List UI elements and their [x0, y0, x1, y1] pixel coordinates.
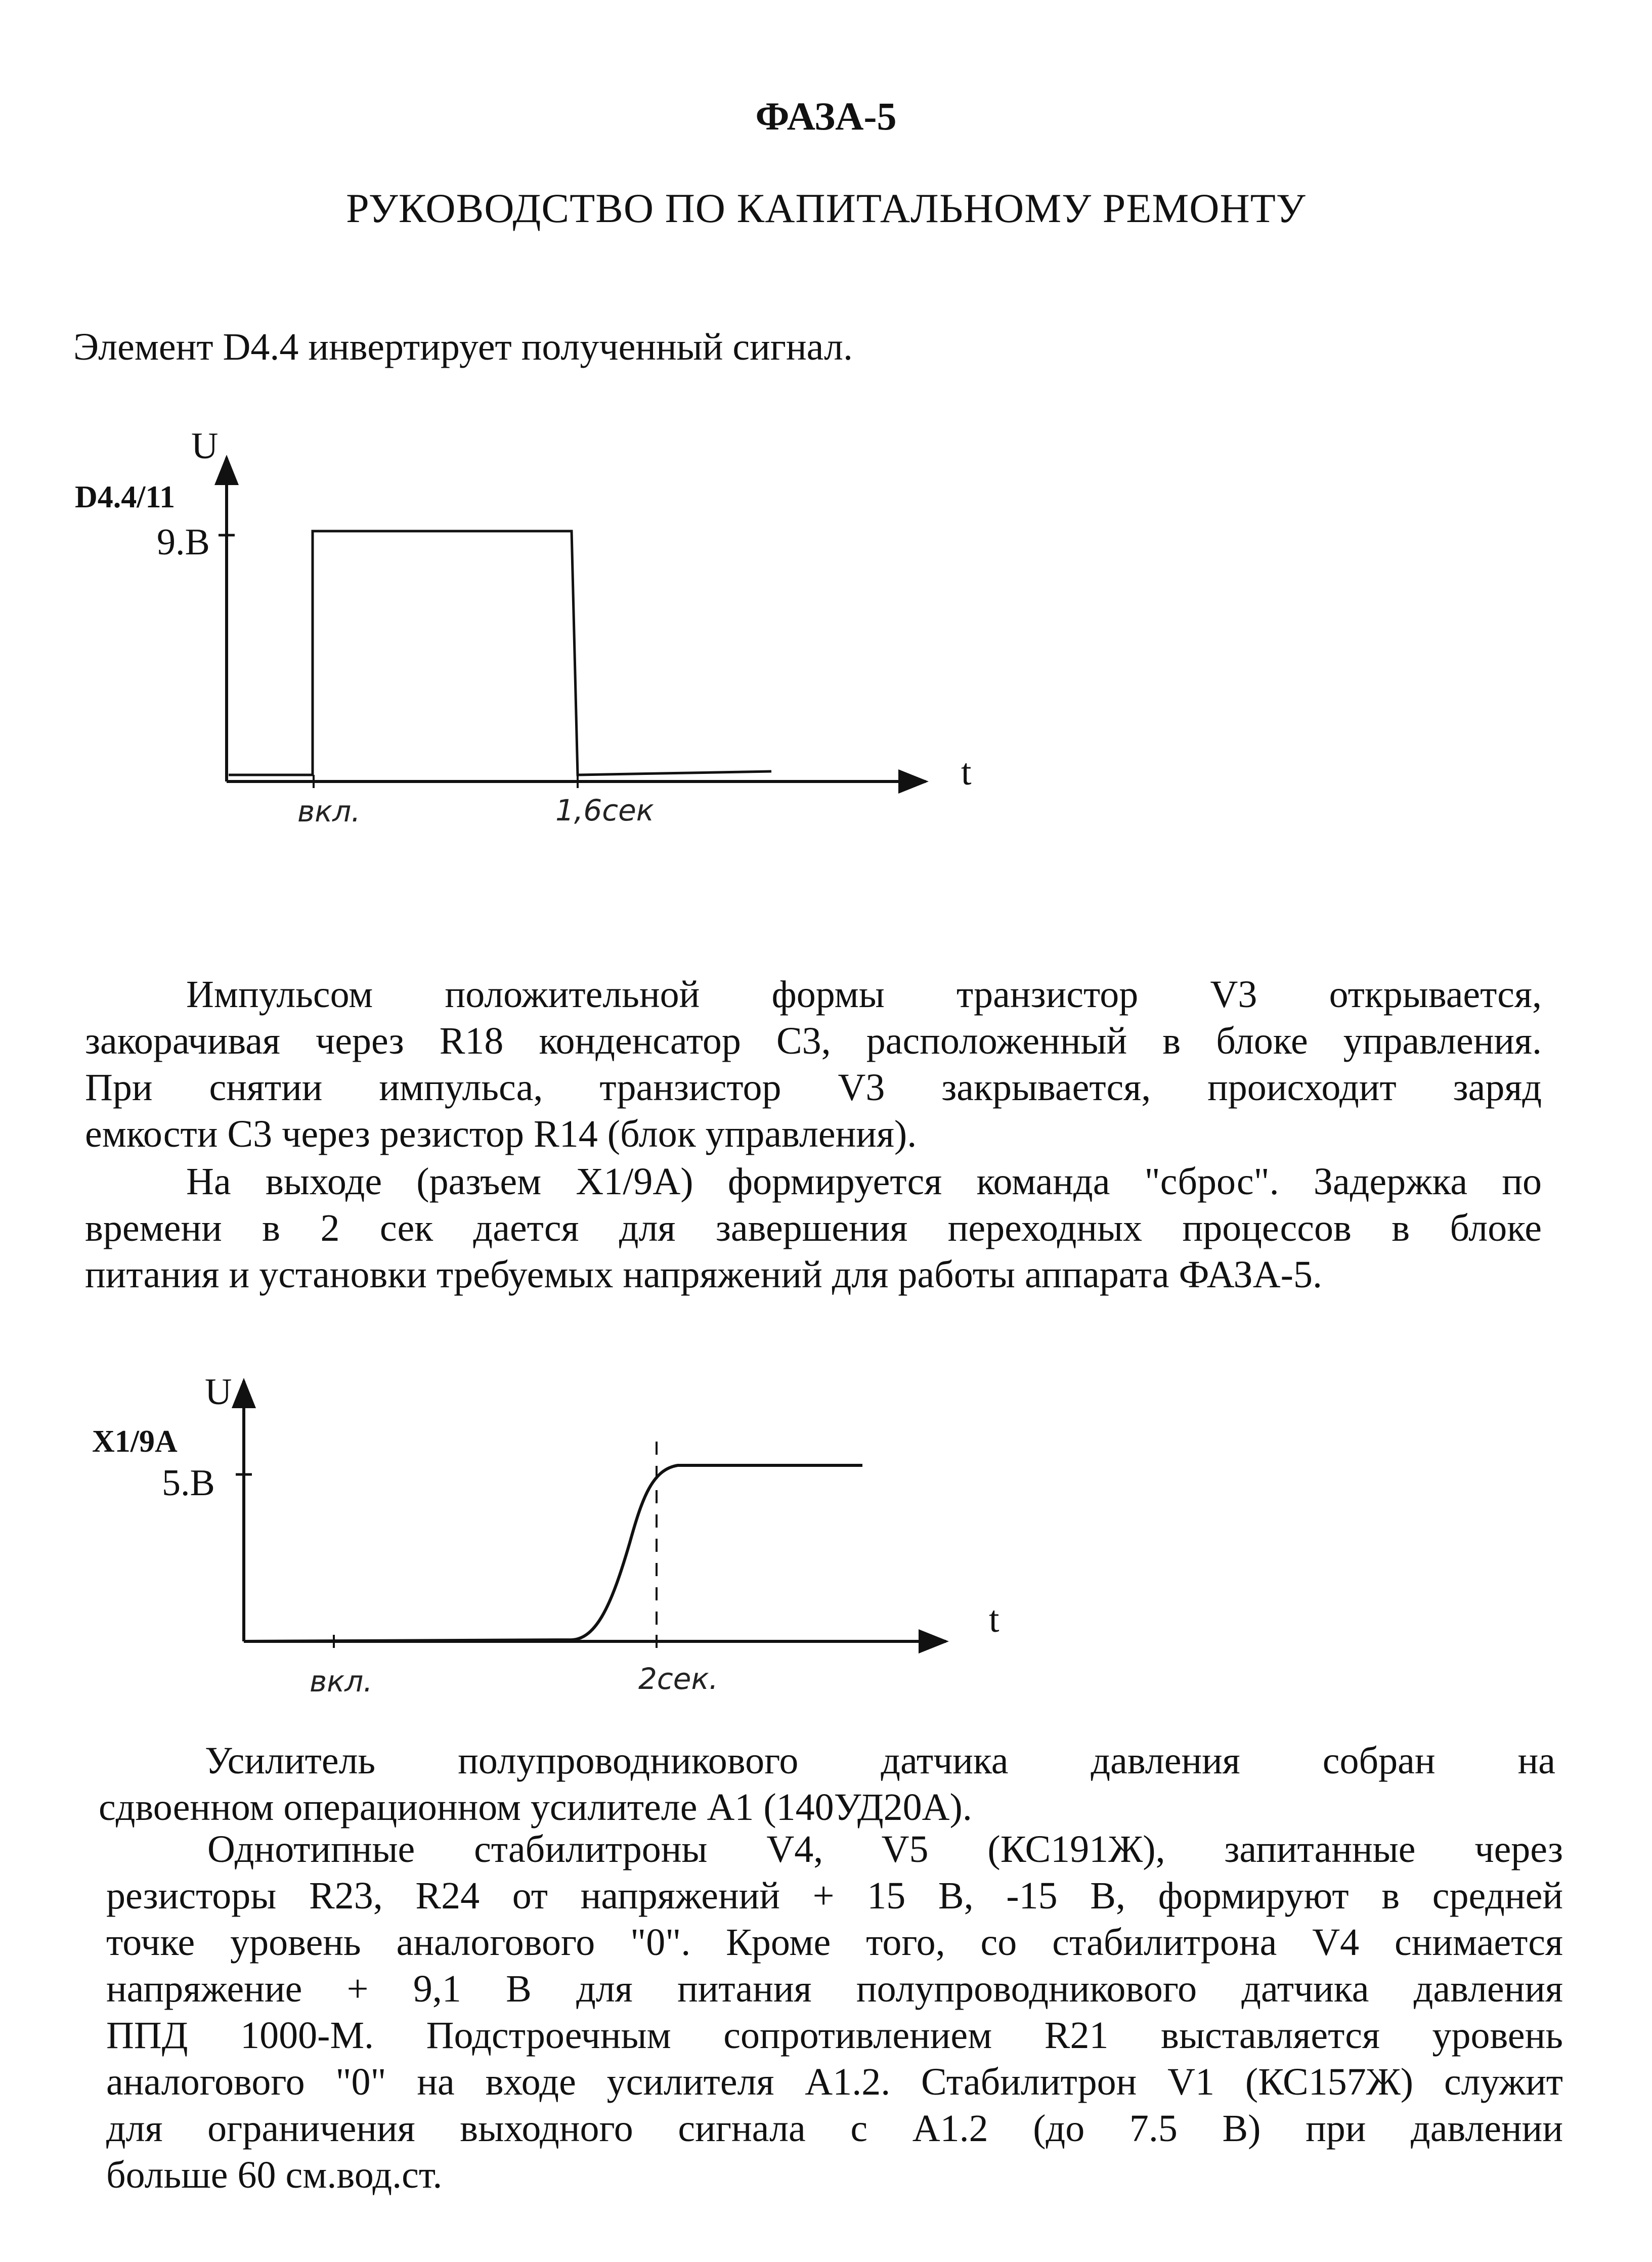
p1-line-4: емкости С3 через резистор R14 (блок управления).: [85, 1113, 917, 1155]
chart1-pulse-line: [229, 531, 771, 775]
chart2-rise-curve: [246, 1465, 862, 1641]
p1-line-2: закорачивая через R18 конденсатор С3, расположенный в блоке управления.: [85, 1020, 1542, 1062]
chart1: [219, 458, 926, 788]
chart1-signal-label: D4.4/11: [75, 480, 176, 514]
p2-line-1: На выходе (разъем X1/9A) формируется команда "сброс". Задержка по: [186, 1160, 1542, 1203]
p4-line-4: напряжение + 9,1 В для питания полупроводникового датчика давления: [106, 1968, 1563, 2010]
p2-line-3: питания и установки требуемых напряжений для работы аппарата ФАЗА-5.: [85, 1253, 1322, 1296]
chart2-x-tick-on: вкл.: [310, 1664, 373, 1699]
intro-text: Элемент D4.4 инвертирует полученный сигнал.: [73, 326, 853, 368]
chart1-x-tick-on: вкл.: [297, 794, 361, 829]
chart2-x-tick-2s: 2сек.: [638, 1662, 718, 1696]
chart1-x-axis-label: t: [961, 752, 972, 793]
document-subtitle: РУКОВОДСТВО ПО КАПИТАЛЬНОМУ РЕМОНТУ: [346, 185, 1306, 231]
p4-line-1: Однотипные стабилитроны V4, V5 (КС191Ж), запитанные через: [207, 1828, 1563, 1870]
p4-line-2: резисторы R23, R24 от напряжений + 15 В, -15 В, формируют в средней: [106, 1875, 1563, 1917]
p3-line-2: сдвоенном операционном усилителе А1 (140УД20А).: [99, 1786, 972, 1829]
p4-line-5: ППД 1000-М. Подстроечным сопротивлением R21 выставляется уровень: [106, 2014, 1563, 2057]
p1-line-1: Импульсом положительной формы транзистор V3 открывается,: [186, 973, 1542, 1016]
chart2-signal-label: X1/9A: [92, 1424, 178, 1459]
p2-line-2: времени в 2 сек дается для завершения переходных процессов в блоке: [85, 1207, 1542, 1249]
chart1-y-tick-label: 9.В: [157, 521, 210, 563]
p4-line-7: для ограничения выходного сигнала с А1.2 (до 7.5 В) при давлении: [106, 2107, 1563, 2150]
p4-line-8: больше 60 см.вод.ст.: [106, 2154, 443, 2196]
chart1-y-axis-label: U: [191, 425, 219, 467]
p3-line-1: Усилитель полупроводникового датчика давления собран на: [205, 1739, 1555, 1782]
chart1-x-tick-1-6s: 1,6сек: [555, 793, 654, 828]
chart2: [236, 1381, 946, 1648]
p4-line-3: точке уровень аналогового "0". Кроме того, со стабилитрона V4 снимается: [106, 1921, 1563, 1964]
chart2-y-axis-label: U: [205, 1371, 232, 1413]
p1-line-3: При снятии импульса, транзистор V3 закрывается, происходит заряд: [85, 1066, 1542, 1109]
document-title: ФАЗА-5: [755, 94, 897, 138]
chart2-y-tick-label: 5.В: [162, 1462, 215, 1504]
p4-line-6: аналогового "0" на входе усилителя А1.2. Стабилитрон V1 (КС157Ж) служит: [106, 2061, 1563, 2103]
chart2-x-axis-label: t: [989, 1599, 999, 1640]
